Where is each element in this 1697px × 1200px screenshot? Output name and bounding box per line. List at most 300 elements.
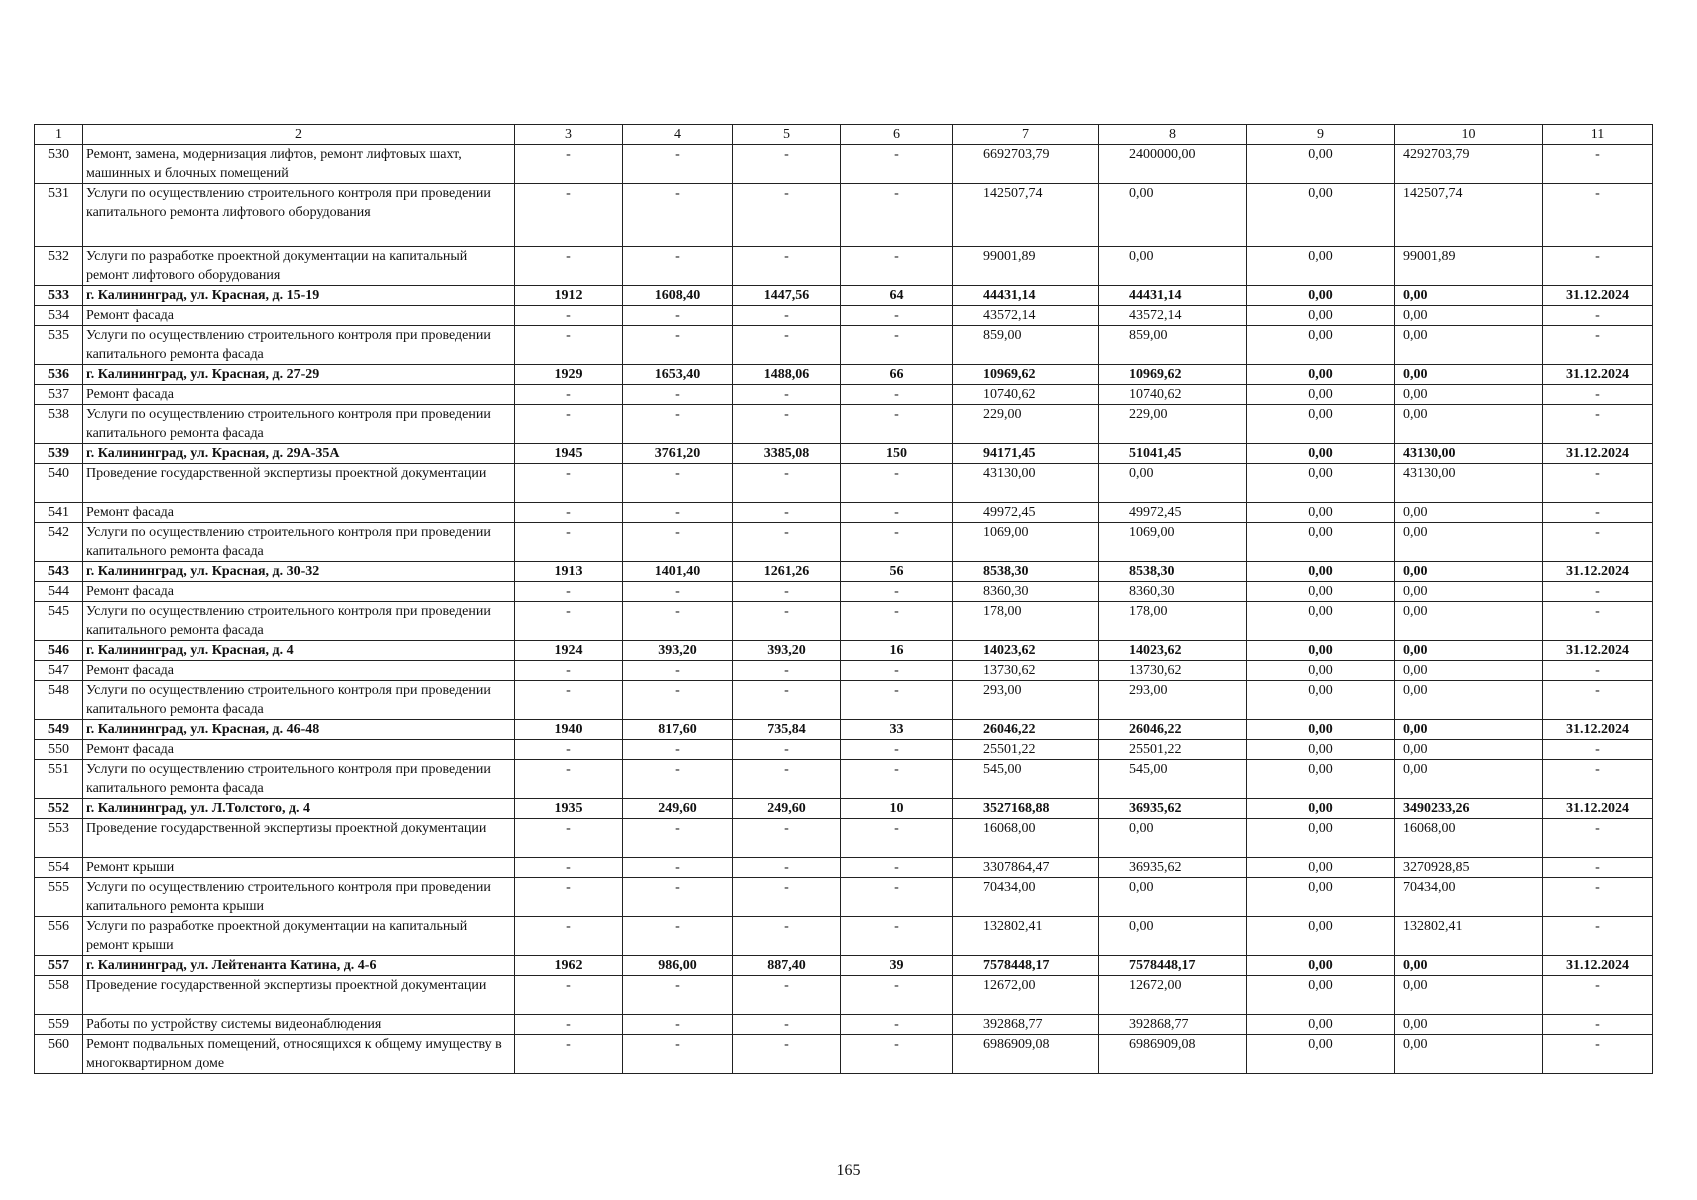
column-4-cell: 249,60 [623, 799, 733, 819]
column-header: 2 [83, 125, 515, 145]
column-7-cell: 14023,62 [953, 641, 1099, 661]
column-7-cell: 8538,30 [953, 562, 1099, 582]
column-10-cell: 0,00 [1395, 1015, 1543, 1035]
column-6-cell: 64 [841, 286, 953, 306]
column-9-cell: 0,00 [1247, 1035, 1395, 1074]
column-10-cell: 3490233,26 [1395, 799, 1543, 819]
column-5-cell: - [733, 326, 841, 365]
table-row [35, 247, 1653, 286]
column-4-cell: 393,20 [623, 641, 733, 661]
row-number-cell: 554 [35, 858, 83, 878]
column-6-cell: - [841, 602, 953, 641]
column-header: 5 [733, 125, 841, 145]
column-3-cell: - [515, 184, 623, 247]
column-4-cell: 1653,40 [623, 365, 733, 385]
column-11-cell: - [1543, 1015, 1653, 1035]
column-4-cell: - [623, 819, 733, 858]
column-9-cell: 0,00 [1247, 286, 1395, 306]
column-4-cell: - [623, 503, 733, 523]
description-cell: Ремонт фасада [83, 385, 515, 405]
table-row [35, 464, 1653, 503]
column-10-cell: 0,00 [1395, 740, 1543, 760]
column-10-cell: 0,00 [1395, 681, 1543, 720]
description-cell: Услуги по осуществлению строительного контроля при проведении капитального ремонта фасада [83, 326, 515, 365]
column-3-cell: - [515, 602, 623, 641]
column-10-cell: 132802,41 [1395, 917, 1543, 956]
column-3-cell: - [515, 1035, 623, 1074]
column-4-cell: - [623, 602, 733, 641]
column-header: 3 [515, 125, 623, 145]
column-8-cell: 10969,62 [1099, 365, 1247, 385]
row-number-cell: 536 [35, 365, 83, 385]
column-4-cell: - [623, 858, 733, 878]
row-number-cell: 550 [35, 740, 83, 760]
column-4-cell: - [623, 878, 733, 917]
column-5-cell: 887,40 [733, 956, 841, 976]
row-number-cell: 559 [35, 1015, 83, 1035]
column-8-cell: 49972,45 [1099, 503, 1247, 523]
column-11-cell: - [1543, 306, 1653, 326]
column-4-cell: - [623, 405, 733, 444]
column-6-cell: - [841, 878, 953, 917]
column-4-cell: - [623, 681, 733, 720]
column-7-cell: 545,00 [953, 760, 1099, 799]
column-5-cell: - [733, 145, 841, 184]
description-cell: Проведение государственной экспертизы проектной документации [83, 819, 515, 858]
column-3-cell: 1945 [515, 444, 623, 464]
table-row [35, 326, 1653, 365]
row-number-cell: 534 [35, 306, 83, 326]
table-row [35, 661, 1653, 681]
column-5-cell: - [733, 503, 841, 523]
column-10-cell: 43130,00 [1395, 444, 1543, 464]
column-5-cell: - [733, 917, 841, 956]
description-cell: Услуги по осуществлению строительного контроля при проведении капитального ремонта фасада [83, 523, 515, 562]
table-row [35, 602, 1653, 641]
column-9-cell: 0,00 [1247, 602, 1395, 641]
column-10-cell: 0,00 [1395, 976, 1543, 1015]
column-10-cell: 0,00 [1395, 306, 1543, 326]
column-6-cell: 16 [841, 641, 953, 661]
column-7-cell: 49972,45 [953, 503, 1099, 523]
column-8-cell: 13730,62 [1099, 661, 1247, 681]
column-4-cell: - [623, 464, 733, 503]
table-row [35, 1035, 1653, 1074]
column-3-cell: - [515, 1015, 623, 1035]
column-4-cell: - [623, 523, 733, 562]
page-number: 165 [836, 1162, 861, 1179]
table-row [35, 917, 1653, 956]
column-10-cell: 0,00 [1395, 385, 1543, 405]
column-8-cell: 12672,00 [1099, 976, 1247, 1015]
column-10-cell: 0,00 [1395, 641, 1543, 661]
column-10-cell: 0,00 [1395, 602, 1543, 641]
description-cell: Услуги по разработке проектной документации на капитальный ремонт лифтового оборудования [83, 247, 515, 286]
column-4-cell: - [623, 385, 733, 405]
column-11-cell: - [1543, 326, 1653, 365]
column-3-cell: - [515, 976, 623, 1015]
description-cell: г. Калининград, ул. Л.Толстого, д. 4 [83, 799, 515, 819]
column-8-cell: 293,00 [1099, 681, 1247, 720]
column-3-cell: - [515, 740, 623, 760]
column-8-cell: 0,00 [1099, 878, 1247, 917]
column-3-cell: - [515, 523, 623, 562]
repair-program-table [34, 124, 1653, 1074]
column-3-cell: - [515, 247, 623, 286]
column-11-cell: 31.12.2024 [1543, 444, 1653, 464]
column-4-cell: - [623, 184, 733, 247]
row-number-cell: 531 [35, 184, 83, 247]
column-11-cell: - [1543, 582, 1653, 602]
column-5-cell: - [733, 681, 841, 720]
description-cell: г. Калининград, ул. Красная, д. 15-19 [83, 286, 515, 306]
column-11-cell: - [1543, 145, 1653, 184]
description-cell: Услуги по осуществлению строительного контроля при проведении капитального ремонта фасада [83, 602, 515, 641]
column-3-cell: - [515, 858, 623, 878]
column-6-cell: 150 [841, 444, 953, 464]
document-sheet [34, 124, 1652, 1074]
description-cell: г. Калининград, ул. Красная, д. 46-48 [83, 720, 515, 740]
description-cell: г. Калининград, ул. Лейтенанта Катина, д. 4-6 [83, 956, 515, 976]
column-3-cell: 1935 [515, 799, 623, 819]
column-6-cell: - [841, 681, 953, 720]
column-7-cell: 3527168,88 [953, 799, 1099, 819]
column-3-cell: - [515, 306, 623, 326]
column-6-cell: 56 [841, 562, 953, 582]
table-row [35, 523, 1653, 562]
column-11-cell: - [1543, 858, 1653, 878]
column-6-cell: 10 [841, 799, 953, 819]
column-5-cell: - [733, 523, 841, 562]
column-10-cell: 0,00 [1395, 661, 1543, 681]
column-11-cell: - [1543, 523, 1653, 562]
table-row [35, 503, 1653, 523]
row-number-cell: 535 [35, 326, 83, 365]
column-4-cell: - [623, 740, 733, 760]
column-7-cell: 6692703,79 [953, 145, 1099, 184]
column-7-cell: 1069,00 [953, 523, 1099, 562]
column-9-cell: 0,00 [1247, 1015, 1395, 1035]
column-10-cell: 0,00 [1395, 562, 1543, 582]
column-5-cell: 3385,08 [733, 444, 841, 464]
row-number-cell: 545 [35, 602, 83, 641]
column-7-cell: 132802,41 [953, 917, 1099, 956]
column-8-cell: 178,00 [1099, 602, 1247, 641]
column-6-cell: - [841, 306, 953, 326]
column-7-cell: 43572,14 [953, 306, 1099, 326]
column-9-cell: 0,00 [1247, 858, 1395, 878]
row-number-cell: 548 [35, 681, 83, 720]
column-4-cell: - [623, 1015, 733, 1035]
table-row [35, 582, 1653, 602]
row-number-cell: 538 [35, 405, 83, 444]
column-7-cell: 142507,74 [953, 184, 1099, 247]
column-3-cell: - [515, 760, 623, 799]
column-6-cell: - [841, 976, 953, 1015]
column-3-cell: 1940 [515, 720, 623, 740]
column-9-cell: 0,00 [1247, 503, 1395, 523]
address-row [35, 799, 1653, 819]
column-8-cell: 43572,14 [1099, 306, 1247, 326]
column-9-cell: 0,00 [1247, 681, 1395, 720]
address-row [35, 365, 1653, 385]
column-8-cell: 36935,62 [1099, 799, 1247, 819]
row-number-cell: 547 [35, 661, 83, 681]
column-6-cell: - [841, 503, 953, 523]
column-3-cell: - [515, 405, 623, 444]
row-number-cell: 549 [35, 720, 83, 740]
table-row [35, 819, 1653, 858]
table-row [35, 681, 1653, 720]
column-5-cell: - [733, 858, 841, 878]
column-8-cell: 0,00 [1099, 464, 1247, 503]
column-6-cell: - [841, 760, 953, 799]
column-8-cell: 2400000,00 [1099, 145, 1247, 184]
column-11-cell: 31.12.2024 [1543, 956, 1653, 976]
description-cell: г. Калининград, ул. Красная, д. 30-32 [83, 562, 515, 582]
column-10-cell: 4292703,79 [1395, 145, 1543, 184]
column-6-cell: - [841, 661, 953, 681]
column-8-cell: 26046,22 [1099, 720, 1247, 740]
column-11-cell: - [1543, 740, 1653, 760]
column-10-cell: 3270928,85 [1395, 858, 1543, 878]
column-4-cell: 3761,20 [623, 444, 733, 464]
column-3-cell: - [515, 819, 623, 858]
column-8-cell: 545,00 [1099, 760, 1247, 799]
description-cell: Услуги по осуществлению строительного контроля при проведении капитального ремонта лифтового оборудования [83, 184, 515, 247]
row-number-cell: 537 [35, 385, 83, 405]
column-6-cell: - [841, 326, 953, 365]
column-10-cell: 0,00 [1395, 760, 1543, 799]
column-6-cell: - [841, 247, 953, 286]
column-8-cell: 8360,30 [1099, 582, 1247, 602]
column-9-cell: 0,00 [1247, 641, 1395, 661]
column-11-cell: - [1543, 976, 1653, 1015]
column-6-cell: - [841, 1035, 953, 1074]
row-number-cell: 553 [35, 819, 83, 858]
column-7-cell: 392868,77 [953, 1015, 1099, 1035]
column-7-cell: 10969,62 [953, 365, 1099, 385]
column-4-cell: 1401,40 [623, 562, 733, 582]
column-5-cell: - [733, 976, 841, 1015]
column-5-cell: - [733, 405, 841, 444]
row-number-cell: 530 [35, 145, 83, 184]
column-8-cell: 44431,14 [1099, 286, 1247, 306]
table-row [35, 405, 1653, 444]
column-header: 4 [623, 125, 733, 145]
column-7-cell: 859,00 [953, 326, 1099, 365]
column-9-cell: 0,00 [1247, 740, 1395, 760]
row-number-cell: 552 [35, 799, 83, 819]
column-3-cell: - [515, 503, 623, 523]
description-cell: Ремонт крыши [83, 858, 515, 878]
column-4-cell: - [623, 917, 733, 956]
table-row [35, 858, 1653, 878]
column-number-header-row [35, 125, 1653, 145]
row-number-cell: 560 [35, 1035, 83, 1074]
column-9-cell: 0,00 [1247, 976, 1395, 1015]
column-6-cell: 66 [841, 365, 953, 385]
column-7-cell: 10740,62 [953, 385, 1099, 405]
column-5-cell: - [733, 247, 841, 286]
column-8-cell: 14023,62 [1099, 641, 1247, 661]
column-5-cell: - [733, 385, 841, 405]
description-cell: Ремонт фасада [83, 503, 515, 523]
column-8-cell: 0,00 [1099, 819, 1247, 858]
column-4-cell: - [623, 582, 733, 602]
column-3-cell: 1924 [515, 641, 623, 661]
column-10-cell: 0,00 [1395, 405, 1543, 444]
column-4-cell: 986,00 [623, 956, 733, 976]
column-4-cell: - [623, 247, 733, 286]
column-10-cell: 0,00 [1395, 286, 1543, 306]
column-6-cell: - [841, 819, 953, 858]
column-6-cell: - [841, 523, 953, 562]
description-cell: Проведение государственной экспертизы проектной документации [83, 976, 515, 1015]
column-7-cell: 16068,00 [953, 819, 1099, 858]
column-4-cell: 1608,40 [623, 286, 733, 306]
column-3-cell: 1929 [515, 365, 623, 385]
column-5-cell: - [733, 184, 841, 247]
description-cell: г. Калининград, ул. Красная, д. 4 [83, 641, 515, 661]
column-9-cell: 0,00 [1247, 956, 1395, 976]
column-10-cell: 142507,74 [1395, 184, 1543, 247]
column-3-cell: - [515, 917, 623, 956]
table-row [35, 740, 1653, 760]
description-cell: Ремонт, замена, модернизация лифтов, ремонт лифтовых шахт, машинных и блочных помещений [83, 145, 515, 184]
column-7-cell: 70434,00 [953, 878, 1099, 917]
column-7-cell: 8360,30 [953, 582, 1099, 602]
table-body [35, 125, 1653, 1074]
column-header: 6 [841, 125, 953, 145]
column-8-cell: 8538,30 [1099, 562, 1247, 582]
column-10-cell: 0,00 [1395, 326, 1543, 365]
column-8-cell: 51041,45 [1099, 444, 1247, 464]
column-7-cell: 99001,89 [953, 247, 1099, 286]
column-5-cell: 1447,56 [733, 286, 841, 306]
column-10-cell: 0,00 [1395, 365, 1543, 385]
column-6-cell: 33 [841, 720, 953, 740]
column-8-cell: 392868,77 [1099, 1015, 1247, 1035]
column-11-cell: - [1543, 917, 1653, 956]
column-10-cell: 99001,89 [1395, 247, 1543, 286]
column-10-cell: 16068,00 [1395, 819, 1543, 858]
row-number-cell: 540 [35, 464, 83, 503]
column-3-cell: - [515, 145, 623, 184]
column-3-cell: - [515, 878, 623, 917]
column-4-cell: - [623, 1035, 733, 1074]
column-10-cell: 0,00 [1395, 956, 1543, 976]
column-header: 1 [35, 125, 83, 145]
column-5-cell: - [733, 878, 841, 917]
column-11-cell: 31.12.2024 [1543, 562, 1653, 582]
column-9-cell: 0,00 [1247, 184, 1395, 247]
description-cell: Услуги по осуществлению строительного контроля при проведении капитального ремонта фасада [83, 760, 515, 799]
address-row [35, 562, 1653, 582]
column-6-cell: - [841, 145, 953, 184]
column-6-cell: - [841, 858, 953, 878]
row-number-cell: 546 [35, 641, 83, 661]
column-9-cell: 0,00 [1247, 661, 1395, 681]
column-7-cell: 26046,22 [953, 720, 1099, 740]
column-11-cell: - [1543, 385, 1653, 405]
description-cell: г. Калининград, ул. Красная, д. 27-29 [83, 365, 515, 385]
column-7-cell: 13730,62 [953, 661, 1099, 681]
description-cell: Ремонт подвальных помещений, относящихся к общему имуществу в многоквартирном доме [83, 1035, 515, 1074]
column-9-cell: 0,00 [1247, 878, 1395, 917]
description-cell: Ремонт фасада [83, 661, 515, 681]
column-6-cell: - [841, 1015, 953, 1035]
address-row [35, 641, 1653, 661]
column-3-cell: - [515, 464, 623, 503]
table-row [35, 184, 1653, 247]
column-4-cell: - [623, 306, 733, 326]
column-3-cell: - [515, 326, 623, 365]
column-11-cell: - [1543, 247, 1653, 286]
column-8-cell: 229,00 [1099, 405, 1247, 444]
address-row [35, 444, 1653, 464]
row-number-cell: 551 [35, 760, 83, 799]
column-11-cell: - [1543, 184, 1653, 247]
column-7-cell: 44431,14 [953, 286, 1099, 306]
column-9-cell: 0,00 [1247, 799, 1395, 819]
column-8-cell: 36935,62 [1099, 858, 1247, 878]
column-6-cell: - [841, 405, 953, 444]
column-7-cell: 94171,45 [953, 444, 1099, 464]
table-row [35, 976, 1653, 1015]
column-5-cell: 1261,26 [733, 562, 841, 582]
description-cell: Ремонт фасада [83, 740, 515, 760]
column-5-cell: - [733, 582, 841, 602]
description-cell: Работы по устройству системы видеонаблюдения [83, 1015, 515, 1035]
column-9-cell: 0,00 [1247, 247, 1395, 286]
description-cell: Услуги по осуществлению строительного контроля при проведении капитального ремонта крыши [83, 878, 515, 917]
column-7-cell: 229,00 [953, 405, 1099, 444]
row-number-cell: 532 [35, 247, 83, 286]
column-11-cell: - [1543, 464, 1653, 503]
description-cell: г. Калининград, ул. Красная, д. 29А-35А [83, 444, 515, 464]
column-3-cell: - [515, 385, 623, 405]
description-cell: Услуги по разработке проектной документации на капитальный ремонт крыши [83, 917, 515, 956]
table-row [35, 1015, 1653, 1035]
column-5-cell: 249,60 [733, 799, 841, 819]
table-row [35, 306, 1653, 326]
column-header: 9 [1247, 125, 1395, 145]
column-8-cell: 859,00 [1099, 326, 1247, 365]
column-10-cell: 0,00 [1395, 1035, 1543, 1074]
column-11-cell: - [1543, 681, 1653, 720]
column-7-cell: 293,00 [953, 681, 1099, 720]
column-11-cell: - [1543, 661, 1653, 681]
address-row [35, 286, 1653, 306]
column-8-cell: 7578448,17 [1099, 956, 1247, 976]
address-row [35, 720, 1653, 740]
column-6-cell: - [841, 917, 953, 956]
description-cell: Услуги по осуществлению строительного контроля при проведении капитального ремонта фасада [83, 405, 515, 444]
column-header: 11 [1543, 125, 1653, 145]
column-11-cell: - [1543, 819, 1653, 858]
description-cell: Проведение государственной экспертизы проектной документации [83, 464, 515, 503]
column-9-cell: 0,00 [1247, 306, 1395, 326]
row-number-cell: 533 [35, 286, 83, 306]
column-9-cell: 0,00 [1247, 523, 1395, 562]
row-number-cell: 557 [35, 956, 83, 976]
column-6-cell: - [841, 740, 953, 760]
column-5-cell: - [733, 819, 841, 858]
row-number-cell: 555 [35, 878, 83, 917]
column-5-cell: - [733, 760, 841, 799]
description-cell: Ремонт фасада [83, 582, 515, 602]
